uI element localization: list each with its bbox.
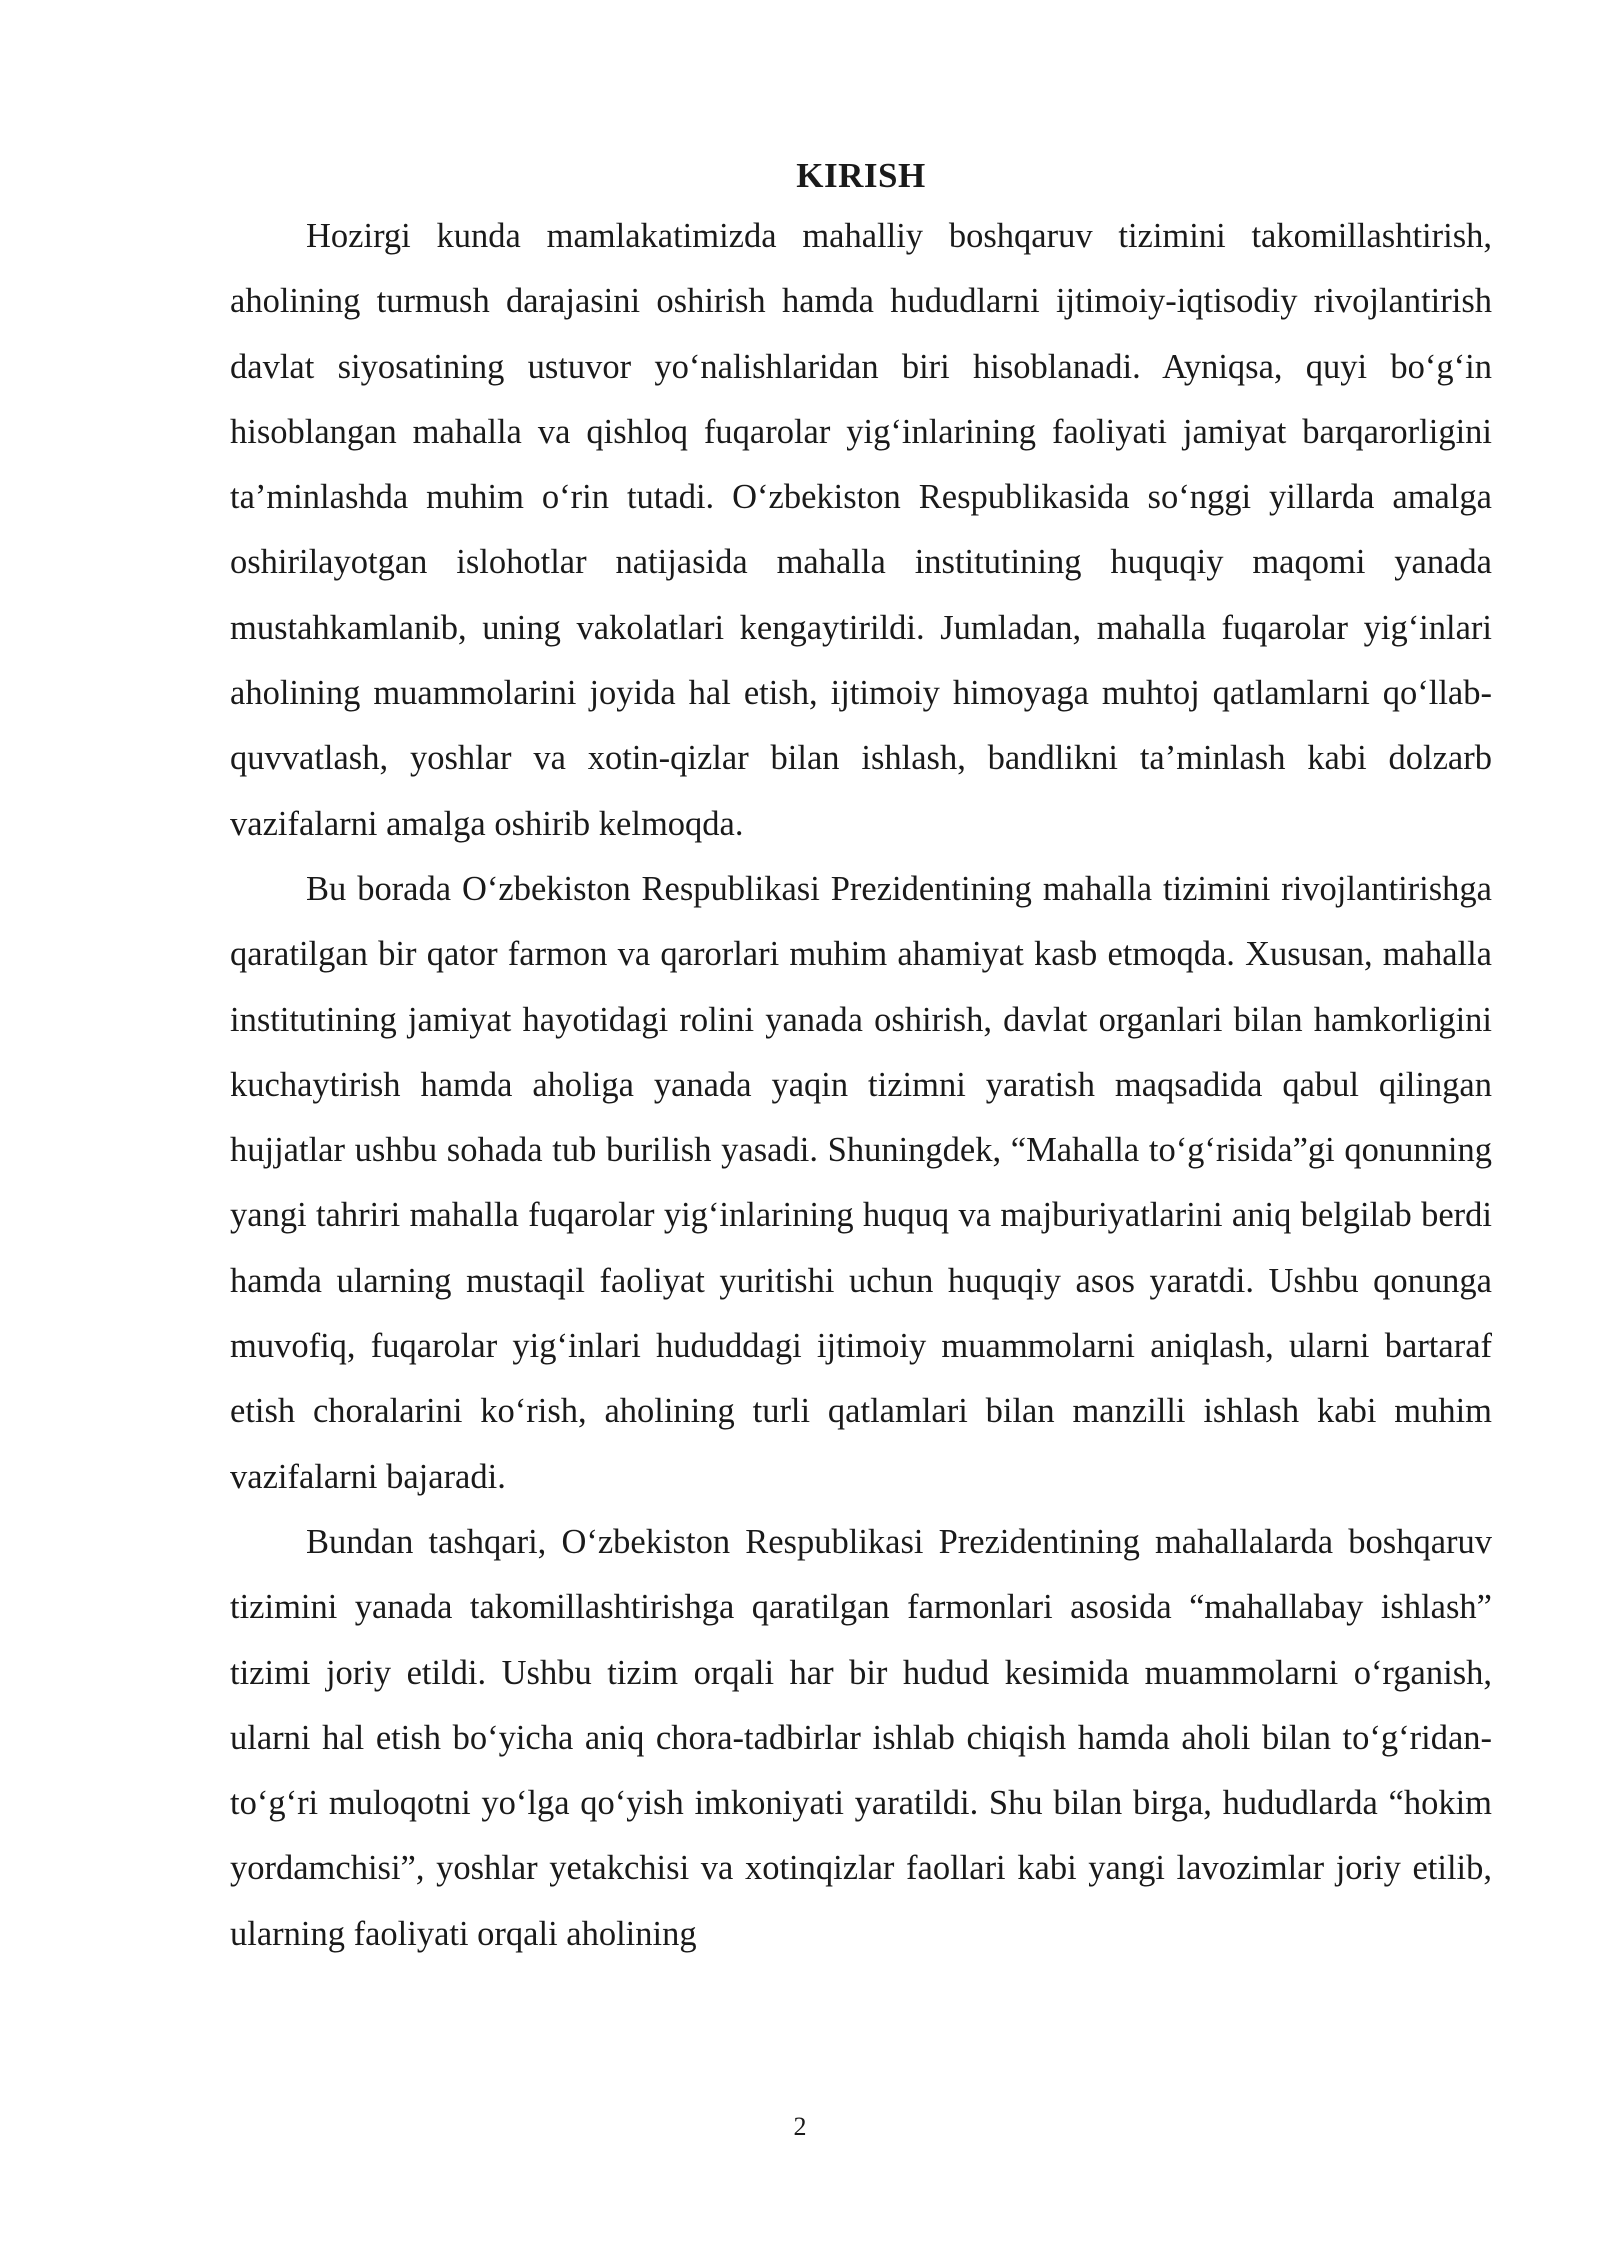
body-paragraph-3: Bundan tashqari, O‘zbekiston Respublikasi Prezidentining mahallalarda boshqaruv tizimini yanada takomillashtirishga qaratilgan farmonlari asosida “mahallabay ishlash” tizimi joriy etildi. Ushbu tizim orqali har bir hudud kesimida muammolarni o‘rganish, ularni hal etish bo‘yicha aniq chora-tadbirlar ishlab chiqish hamda aholi bilan to‘g‘ridan-to‘g‘ri muloqotni yo‘lga qo‘yish imkoniyati yaratildi. Shu bilan birga, hududlarda “hokim yordamchisi”, yoshlar yetakchisi va xotinqizlar faollari kabi yangi lavozimlar joriy etilib, ularning faoliyati orqali aholining bbox=[230, 1522, 1492, 1953]
document-body bbox=[230, 148, 1492, 1967]
section-title: KIRISH bbox=[796, 156, 926, 195]
body-paragraph-1: Hozirgi kunda mamlakatimizda mahalliy boshqaruv tizimini takomillashtirish, aholining turmush darajasini oshirish hamda hududlarni ijtimoiy-iqtisodiy rivojlantirish davlat siyosatining ustuvor yo‘nalishlaridan biri hisoblanadi. Ayniqsa, quyi bo‘g‘in hisoblangan mahalla va qishloq fuqarolar yig‘inlarining faoliyati jamiyat barqarorligini ta’minlashda muhim o‘rin tutadi. O‘zbekiston Respublikasida so‘nggi yillarda amalga oshirilayotgan islohotlar natijasida mahalla institutining huquqiy maqomi yanada mustahkamlanib, uning vakolatlari kengaytirildi. Jumladan, mahalla fuqarolar yig‘inlari aholining muammolarini joyida hal etish, ijtimoiy himoyaga muhtoj qatlamlarni qo‘llab-quvvatlash, yoshlar va xotin-qizlar bilan ishlash, bandlikni ta’minlash kabi dolzarb vazifalarni amalga oshirib kelmoqda. bbox=[230, 217, 1492, 843]
body-paragraph-2: Bu borada O‘zbekiston Respublikasi Prezidentining mahalla tizimini rivojlantirishga qaratilgan bir qator farmon va qarorlari muhim ahamiyat kasb etmoqda. Xususan, mahalla institutining jamiyat hayotidagi rolini yanada oshirish, davlat organlari bilan hamkorligini kuchaytirish hamda aholiga yanada yaqin tizimni yaratish maqsadida qabul qilingan hujjatlar ushbu sohada tub burilish yasadi. Shuningdek, “Mahalla to‘g‘risida”gi qonunning yangi tahriri mahalla fuqarolar yig‘inlarining huquq va majburiyatlarini aniq belgilab berdi hamda ularning mustaqil faoliyat yuritishi uchun huquqiy asos yaratdi. Ushbu qonunga muvofiq, fuqarolar yig‘inlari hududdagi ijtimoiy muammolarni aniqlash, ularni bartaraf etish choralarini ko‘rish, aholining turli qatlamlari bilan manzilli ishlash kabi muhim vazifalarni bajaradi. bbox=[230, 869, 1492, 1496]
page-number: 2 bbox=[793, 2112, 807, 2141]
